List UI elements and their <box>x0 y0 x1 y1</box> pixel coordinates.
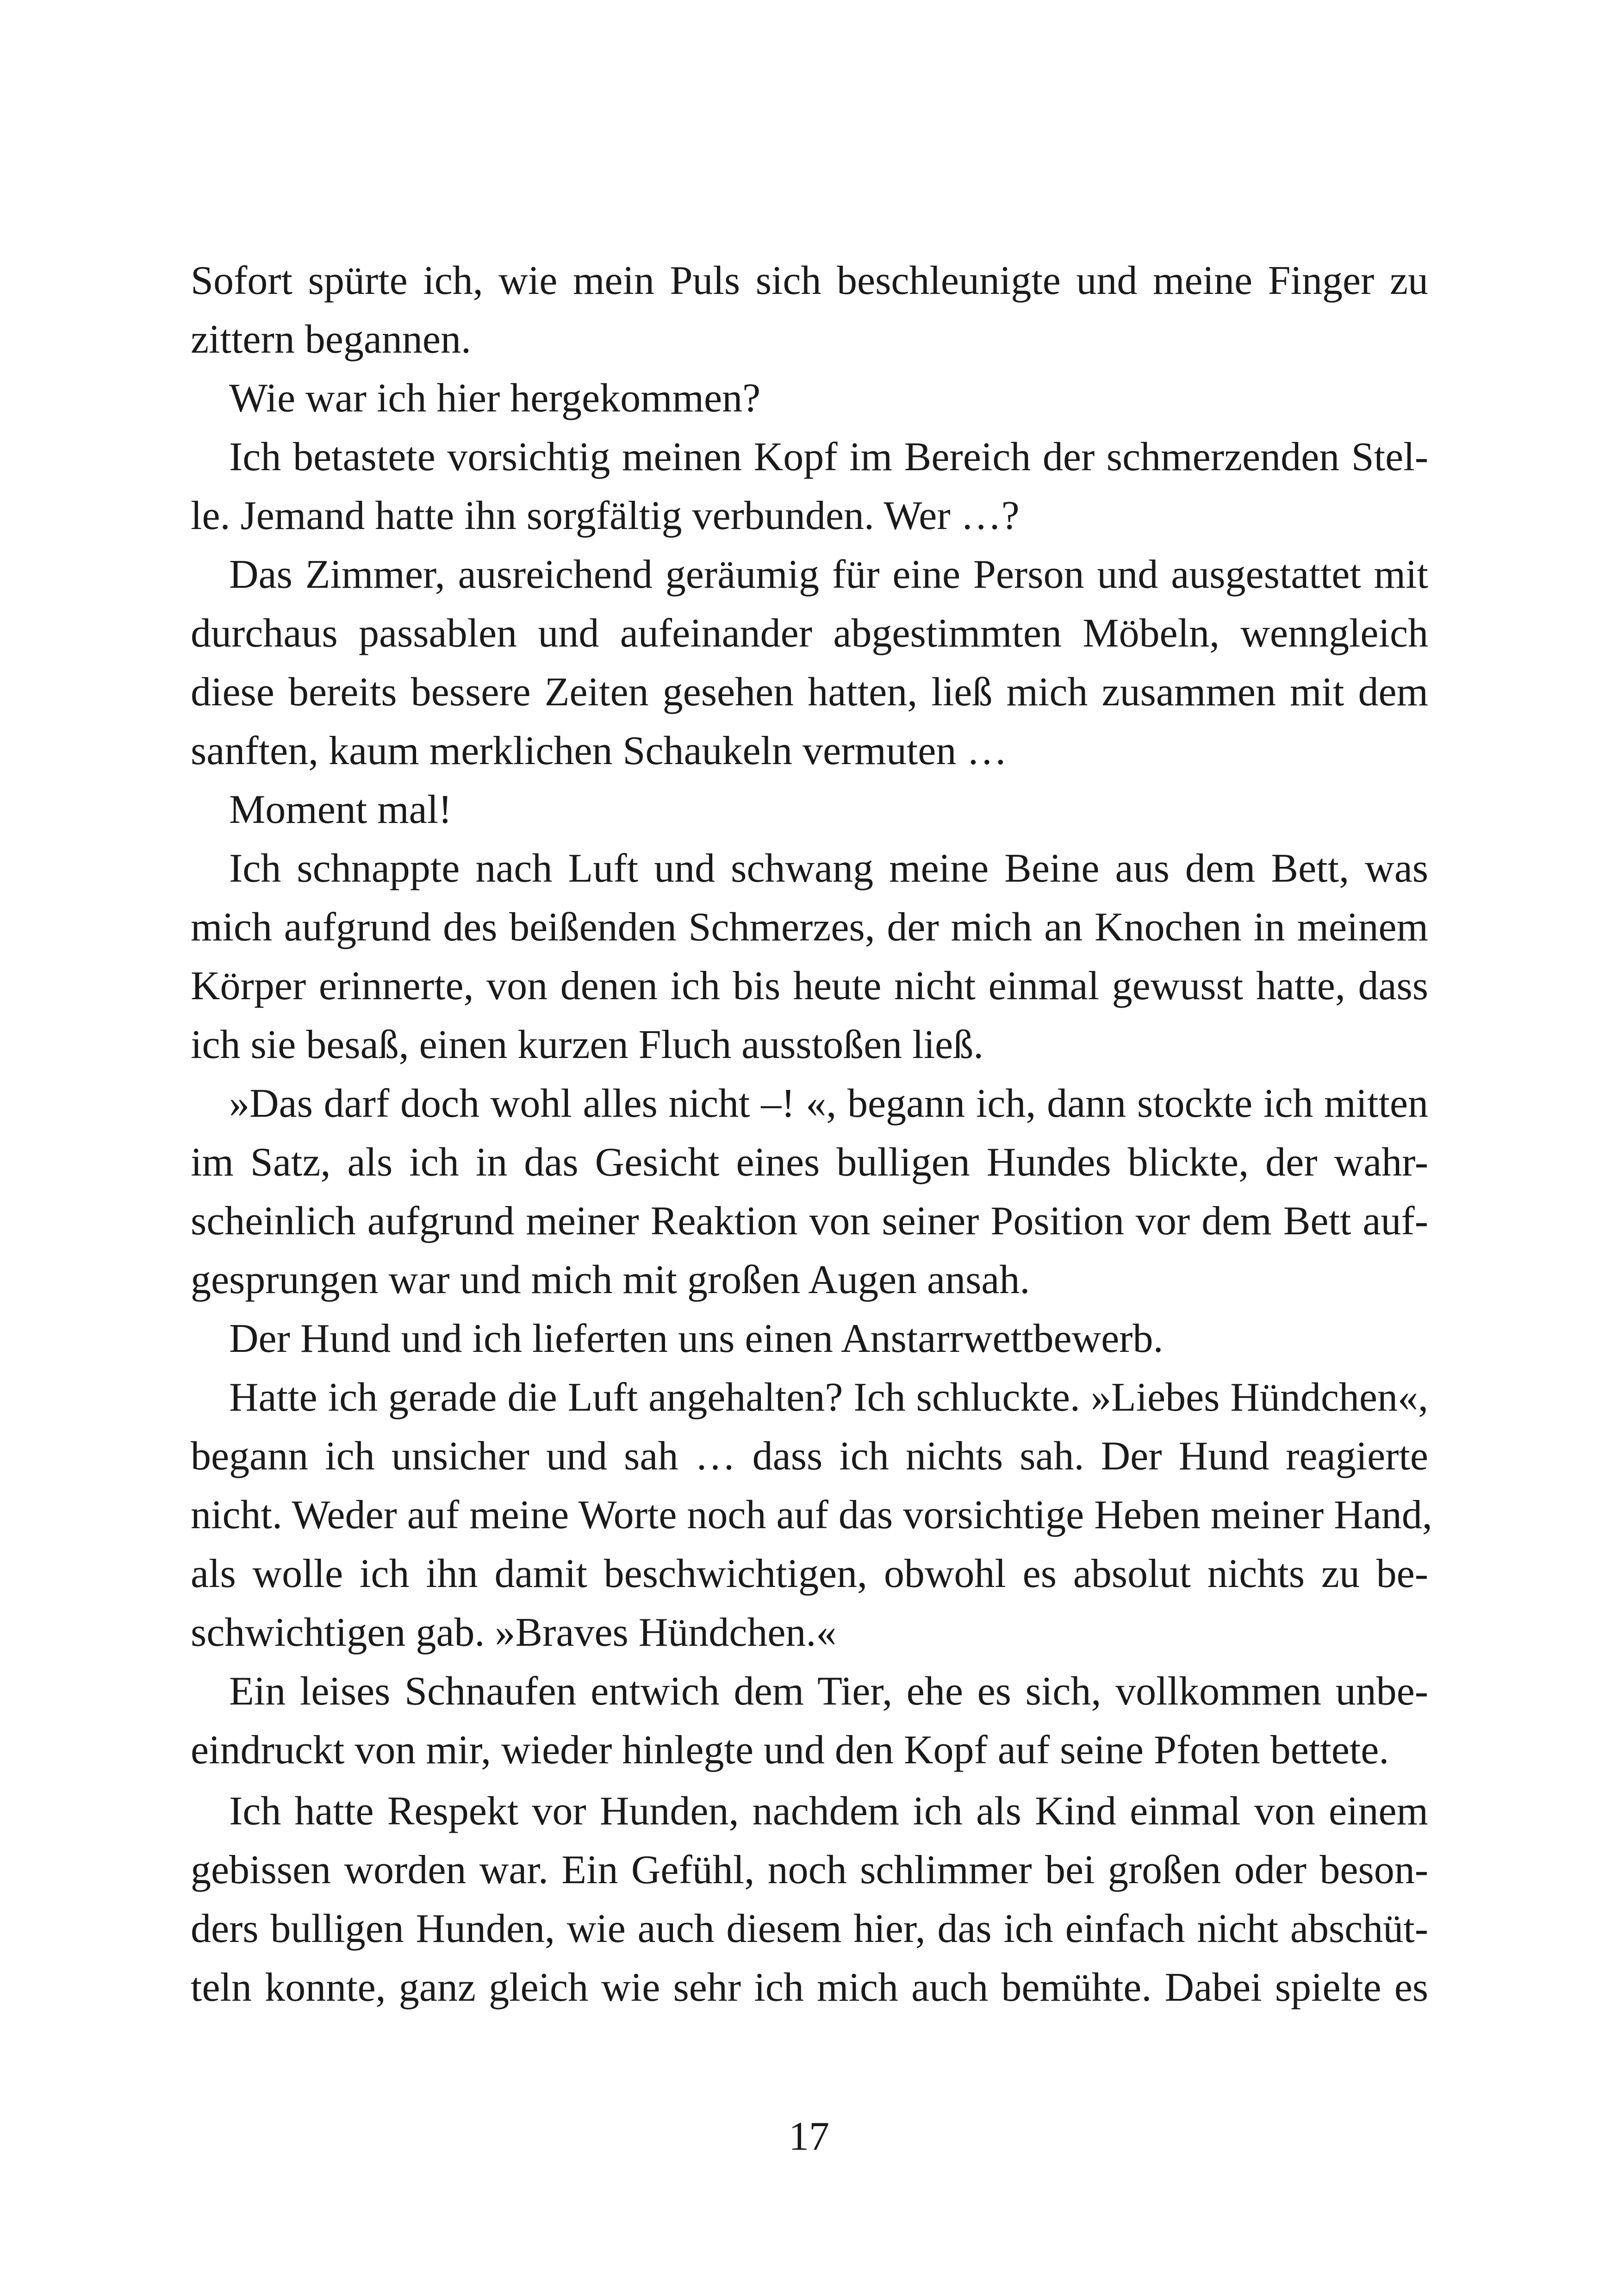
text-line: Körper erinnerte, von denen ich bis heute nicht einmal gewusst hatte, dass <box>191 964 1428 1008</box>
text-line: Hatte ich gerade die Luft angehalten? Ich schluckte. »Liebes Hündchen«, <box>229 1375 1428 1420</box>
page-number: 17 <box>789 2114 829 2159</box>
text-line: durchaus passablen und aufeinander abgestimmten Möbeln, wenngleich <box>191 611 1428 656</box>
text-line: »Das darf doch wohl alles nicht –! «, begann ich, dann stockte ich mitten <box>229 1081 1428 1126</box>
text-line: mich aufgrund des beißenden Schmerzes, der mich an Knochen in meinem <box>191 905 1428 950</box>
text-line: eindruckt von mir, wieder hinlegte und den Kopf auf seine Pfoten bettete. <box>191 1728 1389 1773</box>
text-line: teln konnte, ganz gleich wie sehr ich mich auch bemühte. Dabei spielte es <box>191 1965 1428 2010</box>
text-line: Wie war ich hier hergekommen? <box>229 376 761 421</box>
text-line: diese bereits bessere Zeiten gesehen hatten, ließ mich zusammen mit dem <box>191 670 1428 715</box>
text-line: ich sie besaß, einen kurzen Fluch ausstoßen ließ. <box>191 1022 984 1067</box>
text-line: zittern begannen. <box>191 317 471 362</box>
text-line: schwichtigen gab. »Braves Hündchen.« <box>191 1610 837 1655</box>
text-line: im Satz, als ich in das Gesicht eines bulligen Hundes blickte, der wahr- <box>191 1140 1428 1185</box>
text-line: Sofort spürte ich, wie mein Puls sich beschleunigte und meine Finger zu <box>191 258 1428 303</box>
text-line: begann ich unsicher und sah … dass ich nichts sah. Der Hund reagierte <box>191 1434 1428 1479</box>
text-line: gebissen worden war. Ein Gefühl, noch schlimmer bei großen oder beson- <box>191 1848 1428 1892</box>
text-line: sanften, kaum merklichen Schaukeln vermuten … <box>191 728 1008 773</box>
text-line: Ich betastete vorsichtig meinen Kopf im Bereich der schmerzenden Stel- <box>229 435 1428 479</box>
text-line: ders bulligen Hunden, wie auch diesem hier, das ich einfach nicht abschüt- <box>191 1906 1428 1951</box>
text-line: Der Hund und ich lieferten uns einen Anstarrwettbewerb. <box>229 1316 1164 1361</box>
text-line: Ein leises Schnaufen entwich dem Tier, ehe es sich, vollkommen unbe- <box>229 1669 1428 1714</box>
body-text <box>191 251 1432 2017</box>
text-line: Ich hatte Respekt vor Hunden, nachdem ich als Kind einmal von einem <box>229 1789 1428 1834</box>
text-line: gesprungen war und mich mit großen Augen ansah. <box>191 1257 1030 1302</box>
text-line: scheinlich aufgrund meiner Reaktion von seiner Position vor dem Bett auf- <box>191 1199 1428 1244</box>
text-line: als wolle ich ihn damit beschwichtigen, obwohl es absolut nichts zu be- <box>191 1551 1428 1596</box>
text-line: Moment mal! <box>229 787 452 832</box>
text-line: nicht. Weder auf meine Worte noch auf das vorsichtige Heben meiner Hand, <box>191 1493 1432 1537</box>
text-line: Ich schnappte nach Luft und schwang meine Beine aus dem Bett, was <box>229 846 1428 891</box>
text-line: Das Zimmer, ausreichend geräumig für eine Person und ausgestattet mit <box>229 552 1428 597</box>
text-line: le. Jemand hatte ihn sorgfältig verbunden. Wer …? <box>191 493 1020 538</box>
